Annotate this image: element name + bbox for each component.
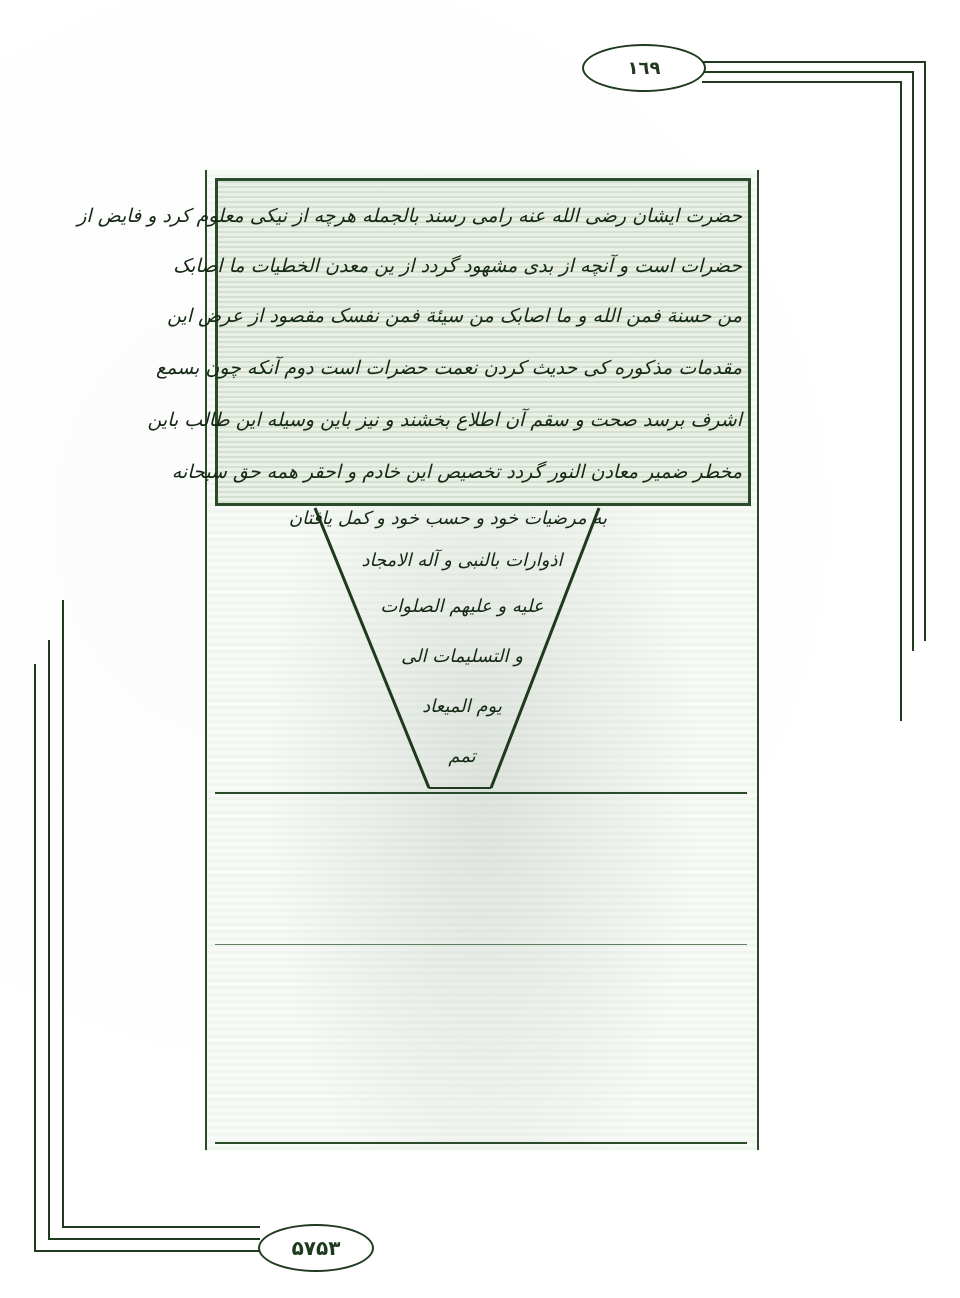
frame-left-line-inner-1 [48,640,50,1238]
frame-left-line-outer [34,664,36,1250]
frame-left-line-inner-2 [62,600,64,1226]
frame-top-line-inner-1 [702,71,914,73]
frame-right-line-inner-2 [900,81,902,721]
rule-middle [215,792,747,794]
page-number-top: ١٦٩ [582,44,706,92]
manuscript-line-4: مقدمات مذکوره کی حدیث کردن نعمت حضرات است دوم آنکه چون بسمع [156,357,742,379]
manuscript-image [77,170,759,1150]
page-number-bottom: ۵٧۵٣ [258,1224,374,1272]
colophon-line-2: اذوارات بالنبی و آله الامجاد [361,550,563,571]
frame-right-line-inner-1 [912,71,914,651]
colophon-line-1: به مرضیات خود و حسب خود و کمل یافتان [288,508,607,529]
colophon-line-4: و التسلیمات الی [401,646,523,667]
manuscript-line-6: مخطر ضمیر معادن النور گردد تخصیص این خادم و احقر همه حق سبحانه [171,461,742,483]
colophon-line-5: یوم المیعاد [422,696,502,717]
manuscript-line-1: حضرت ایشان رضی الله عنه رامی رسند بالجمله هرچه از نیکی معلوم کرد و فایض از [77,205,742,227]
manuscript-line-3: من حسنة فمن الله و ما اصابک من سیئة فمن نفسک مقصود از عرض این [167,305,742,327]
rule-lower [215,944,747,945]
frame-top-line-inner-2 [702,81,902,83]
manuscript-line-5: اشرف برسد صحت و سقم آن اطلاع بخشند و نیز باین وسیله این طالب باین [147,409,742,431]
frame-right-line-outer [924,61,926,641]
colophon-line-6: تمم [448,746,476,767]
frame-bottom-line-inner-2 [62,1226,260,1228]
frame-bottom-line-inner-1 [48,1238,260,1240]
colophon-line-3: علیه و علیهم الصلوات [380,596,544,617]
frame-bottom-line-outer [34,1250,260,1252]
frame-top-line-outer [702,61,926,63]
manuscript-line-2: حضرات است و آنچه از بدی مشهود گردد از ین معدن الخطیات ما اصابک [173,255,742,277]
rule-bottom [215,1142,747,1144]
